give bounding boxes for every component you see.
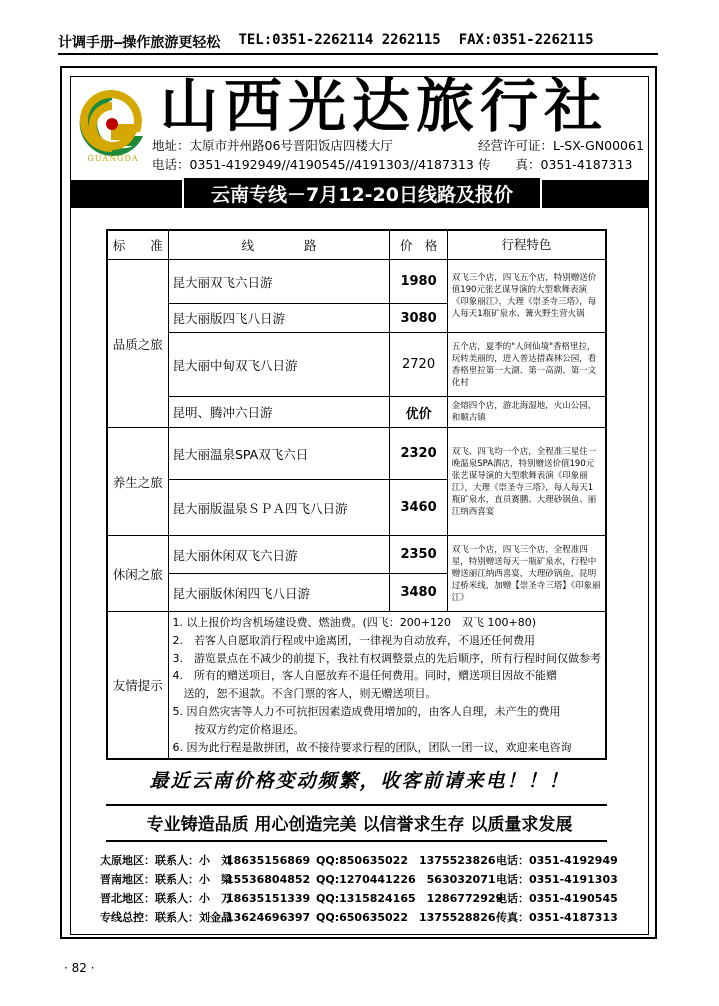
table-row: [107, 333, 606, 397]
header-category: 标 准: [107, 230, 168, 260]
feature-cell: 双飞一个店，四飞三个店，全程准四星，特别赠送每天一瓶矿泉水，行程中赠送丽江纳西喜宴，大理砂锅鱼，昆明过桥米线，加赠【崇圣寺三塔】《印象丽江》: [447, 536, 606, 612]
tip-item: 2. 若客人自愿取消行程或中途离团，一律视为自动放弃，不退还任何费用: [172, 633, 535, 647]
contact-row: [100, 908, 616, 927]
contact-region: 晋南地区：联系人：小 梁: [100, 873, 232, 886]
contact-mobile: 18635156869: [226, 854, 311, 867]
header-fax: FAX:0351-2262115: [458, 32, 594, 48]
page-number: · 82 ·: [64, 961, 95, 975]
top-header: [58, 32, 658, 54]
route-cell: 昆大丽版休闲四飞八日游: [168, 574, 390, 612]
tip-item: 1. 以上报价均含机场建设费、燃油费。(四飞：200+120 双飞 100+80): [172, 616, 536, 629]
contact-region: 晋北地区：联系人：小 万: [100, 892, 232, 905]
header-divider: [58, 53, 658, 55]
company-license-block: [478, 136, 644, 174]
contact-tel: 电话：0351-4190545: [496, 892, 618, 905]
tips-row: [107, 612, 606, 760]
feature-cell: 金熔四个店，游北海湿地，火山公园，和顺古镇: [447, 397, 606, 428]
price-cell: 2720: [390, 333, 447, 397]
category-cell: 休闲之旅: [107, 536, 168, 612]
route-cell: 昆大丽休闲双飞六日游: [168, 536, 390, 574]
contact-region: 专线总控：联系人：刘金晶: [100, 911, 232, 924]
contact-tel: 电话：0351-4192949: [496, 854, 618, 867]
company-name: 山西光达旅行社: [160, 72, 609, 140]
routes-table: [106, 229, 607, 760]
price-cell: 2350: [390, 536, 447, 574]
header-tel: TEL:0351-2262114 2262115: [238, 32, 441, 48]
route-cell: 昆大丽版四飞八日游: [168, 304, 390, 333]
header-feature: 行程特色: [447, 230, 606, 260]
table-row: [107, 397, 606, 428]
contacts-list: [100, 851, 616, 927]
route-cell: 昆大丽双飞六日游: [168, 260, 390, 304]
tips-category: 友情提示: [107, 612, 168, 760]
table-header-row: [107, 230, 606, 260]
tip-item: 按双方约定价格退还。: [172, 722, 305, 736]
tip-item: 5. 因自然灾害等人力不可抗拒因素造成费用增加的，由客人自理，未产生的费用: [172, 704, 561, 718]
table-row: [107, 536, 606, 574]
contact-mobile: 15536804852: [226, 873, 311, 886]
contact-tel: 传真：0351-4187313: [496, 911, 618, 924]
contact-region: 太原地区：联系人：小 刘: [100, 854, 232, 867]
header-price: 价 格: [390, 230, 447, 260]
tips-list: [168, 612, 606, 760]
company-motto: 专业铸造品质 用心创造完美 以信誉求生存 以质量求发展: [146, 815, 573, 835]
contact-mobile: 18635151339: [226, 892, 311, 905]
contact-row: [100, 889, 616, 908]
contact-qq: QQ:1315824165 1286772929: [316, 892, 504, 905]
logo-text: GUANGDA: [87, 154, 139, 163]
feature-cell: 双飞、四飞均一个店，全程准三星住一晚温泉SPA酒店，特别赠送价值190元张艺谋导演的大型歌舞表演《印象丽江》，大理《崇圣寺三塔》，每人每天1瓶矿泉水，直员赛鹏、大理砂锅鱼、丽江纳西喜宴: [447, 428, 606, 536]
contact-tel: 电话：0351-4191303: [496, 873, 618, 886]
table-row: [107, 428, 606, 480]
price-cell: 1980: [390, 260, 447, 304]
feature-cell: 双飞三个店，四飞五个店，特别赠送价值190元张艺谋导演的大型歌舞表演《印象丽江》，大理《崇圣寺三塔》，每人每天1瓶矿泉水、篝火野生营火锅: [447, 260, 606, 333]
contact-qq: QQ:650635022 1375528826: [316, 911, 496, 924]
route-cell: 昆大丽温泉SPA双飞六日: [168, 428, 390, 480]
contact-row: [100, 851, 616, 870]
price-cell: 优价: [390, 397, 447, 428]
contact-qq: QQ:850635022 1375523826: [316, 854, 496, 867]
header-route: 线 路: [168, 230, 390, 260]
tip-item: 3. 游览景点在不减少的前提下，我社有权调整景点的先后顺序，所有行程时间仅做参考: [172, 651, 601, 665]
price-cell: 2320: [390, 428, 447, 480]
tip-item: 6. 因为此行程是散拼团，故不接待要求行程的团队，团队一团一议，欢迎来电咨询: [172, 740, 572, 754]
slogan-divider-top: [106, 804, 607, 806]
category-cell: 养生之旅: [107, 428, 168, 536]
contact-qq: QQ:1270441226 563032071: [316, 873, 496, 886]
company-fax: 传 真：0351-4187313: [478, 157, 633, 172]
category-cell: 品质之旅: [107, 260, 168, 428]
route-cell: 昆大丽版温泉ＳＰＡ四飞八日游: [168, 480, 390, 536]
banner-title: 云南专线－7月12-20日线路及报价: [182, 176, 542, 210]
route-cell: 昆大丽中甸双飞八日游: [168, 333, 390, 397]
slogan-divider-bottom: [106, 840, 607, 842]
company-phone: 电话：0351-4192949//4190545//4191303//4187313: [152, 157, 474, 172]
tip-item: 4. 所有的赠送项目，客人自愿放弃不退任何费用。同时，赠送项目因故不能赠: [172, 669, 557, 683]
contact-mobile: 13624696397: [226, 911, 311, 924]
contact-row: [100, 870, 616, 889]
price-notice: 最近云南价格变动频繁，收客前请来电！！！: [149, 770, 570, 792]
feature-cell: 五个店，夏季的"人间仙境"香格里拉，玩转美丽的，进入普达措森林公园，看香格里拉第一大湖、第一高湖、第一文化村: [447, 333, 606, 397]
handbook-tagline: 计调手册—操作旅游更轻松: [58, 35, 221, 51]
price-cell: 3080: [390, 304, 447, 333]
table-row: [107, 260, 606, 304]
price-cell: 3460: [390, 480, 447, 536]
company-address: 地址：太原市并州路06号晋阳饭店四楼大厅: [152, 138, 393, 153]
license-number: 经营许可证：L-SX-GN00061: [478, 138, 644, 153]
price-cell: 3480: [390, 574, 447, 612]
route-cell: 昆明、腾冲六日游: [168, 397, 390, 428]
company-contact-block: [152, 136, 474, 174]
tip-item: 送的，恕不退款。不含门票的客人，则无赠送项目。: [172, 687, 437, 701]
